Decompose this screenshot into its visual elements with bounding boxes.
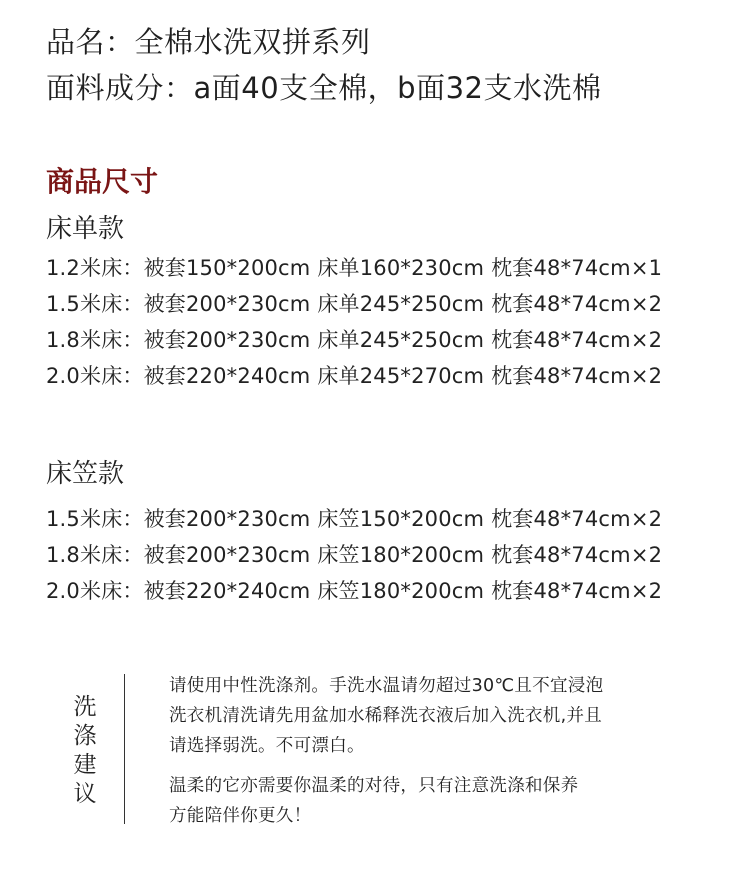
washing-text-line: 请使用中性洗涤剂。手洗水温请勿超过30℃且不宜浸泡 xyxy=(169,676,604,696)
washing-text-line: 洗衣机清洗请先用盆加水稀释洗衣液后加入洗衣机,并且 xyxy=(169,706,603,726)
fitted-sheet-group-title: 床笠款 xyxy=(46,459,125,489)
washing-label-char: 洗 xyxy=(73,694,97,720)
washing-label-char: 涤 xyxy=(73,723,97,749)
flat-sheet-group-title: 床单款 xyxy=(46,214,125,244)
washing-text-line: 请选择弱洗。不可漂白。 xyxy=(169,736,365,756)
washing-text-line: 方能陪伴你更久！ xyxy=(169,806,312,826)
flat-sheet-row: 1.8米床：被套200*230cm 床单245*250cm 枕套48*74cm×2 xyxy=(46,328,663,352)
flat-sheet-row: 1.2米床：被套150*200cm 床单160*230cm 枕套48*74cm×1 xyxy=(46,256,663,280)
washing-advice-label xyxy=(70,693,100,809)
washing-label-char: 建 xyxy=(73,752,97,778)
washing-divider xyxy=(124,674,125,824)
fitted-sheet-row: 2.0米床：被套220*240cm 床笠180*200cm 枕套48*74cm×2 xyxy=(46,579,663,603)
fabric-composition-line: 面料成分：a面40支全棉，b面32支水洗棉 xyxy=(46,71,602,105)
washing-text-line: 温柔的它亦需要你温柔的对待，只有注意洗涤和保养 xyxy=(169,776,579,796)
flat-sheet-row: 2.0米床：被套220*240cm 床单245*270cm 枕套48*74cm×2 xyxy=(46,364,663,388)
flat-sheet-row: 1.5米床：被套200*230cm 床单245*250cm 枕套48*74cm×2 xyxy=(46,292,663,316)
fitted-sheet-row: 1.5米床：被套200*230cm 床笠150*200cm 枕套48*74cm×2 xyxy=(46,507,663,531)
size-section-title: 商品尺寸 xyxy=(46,165,159,198)
washing-label-char: 议 xyxy=(73,781,97,807)
fitted-sheet-row: 1.8米床：被套200*230cm 床笠180*200cm 枕套48*74cm×2 xyxy=(46,543,663,567)
product-name-line: 品名：全棉水洗双拼系列 xyxy=(46,25,371,59)
